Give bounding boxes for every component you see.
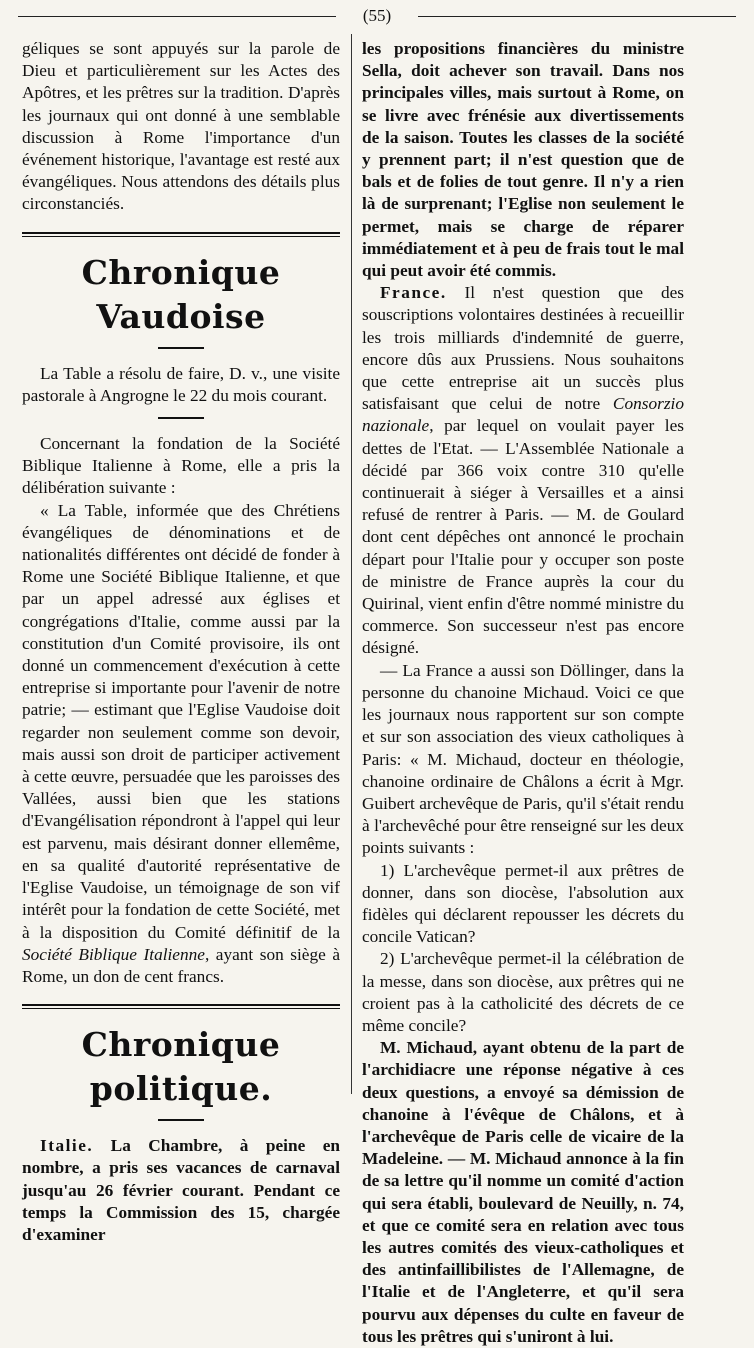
italie-text: La Chambre, à peine en nombre, a pris ses vacances de carnaval jusqu'au 26 février courant. Pendant ce temps la Commission des 15, chargée d'examiner xyxy=(22,1136,340,1244)
deliberation-text: « La Table, informée que des Chrétiens évangéliques de dénominations et de nationalités différentes ont décidé de fonder à Rome une Société Biblique Italienne, et que par un appel adressé aux églises et congrégations d'Italie, comme aussi par la constitution d'un Comité provisoire, ils ont donné un commencement d'exécution à cette entreprise si importante pour l'avenir de notre patrie; — estimant que l'Eglise Vaudoise doit regarder non seulement comme son devoir, mais aussi son droit de participer activement à cette œuvre, persuadée que les paroisses des Vallées, aussi bien que les stations d'Evangélisation répondront à l'appel qui leur est parvenu, mais désirant donner ellemême, en sa qualité d'autorité représentative de l'Eglise Vaudoise, un témoignage de son vif intérêt pour la fondation de cette Société, met à la disposition du Comité définitif de la xyxy=(22,500,340,942)
vaudoise-paragraph-visit: La Table a résolu de faire, D. v., une visite pastorale à Angrogne le 22 du mois courant. xyxy=(22,363,340,405)
intro-paragraph: géliques se sont appuyés sur la parole de Dieu et particulièrement sur les Actes des Apôtres, et les prêtres sur la tradition. D'après les journaux qui ont donné à une semblable discussion à Rome l'importance d'un événement historique, l'avantage est resté aux évangéliques. Nous attendons des détails plus circonstanciés. xyxy=(22,39,340,214)
section-separator xyxy=(22,1004,340,1009)
vaudoise-deliberation xyxy=(22,500,340,988)
france-italic: Consorzio nazionale xyxy=(362,394,684,436)
italie-label: Italie. xyxy=(40,1136,94,1156)
france-text-b: , par lequel on voulait payer les dettes de l'Etat. — L'Assemblée Nationale a décidé par 366 voix contre 310 qu'elle continuerait à siéger à Versailles et a ainsi refusé de rentrer à Paris. — M. de Goulard dont cent dépêches ont annoncé le prochain départ pour l'Italie pour y occuper son poste de ministre de France auprès la cour du Quirinal, vient enfin d'être nommé ministre du commerce. Son successeur n'est pas encore désigné. xyxy=(362,416,684,658)
michaud-paragraph: M. Michaud, ayant obtenu de la part de l'archidiacre une réponse négative à ces deux questions, a envoyé sa démission de chanoine à l'évêque de Châlons, et à l'archevêque de Paris celle de vicaire de la Madeleine. — M. Michaud annonce à la fin de sa lettre qu'il nomme un comité d'action qui sera établi, boulevard de Neuilly, n. 74, et que ce comité sera en relation avec tous les autres comités des vieux-catholiques et des antinfaillibilistes de l'Allemagne, de l'Italie et de l'Angleterre, et qu'il sera pourvu aux dépenses du culte en faveur de tous les prêtres qui s'uniront à lui. xyxy=(362,1038,684,1346)
column-divider xyxy=(351,34,352,1094)
dollinger-paragraph: — La France a aussi son Döllinger, dans la personne du chanoine Michaud. Voici ce que les journaux nous rapportent sur son compte et sur son association des vieux catholiques à Paris: « M. Michaud, docteur en théologie, chanoine ordinaire de Châlons a écrit à Mgr. Guibert archevêque de Paris, qu'il s'était rendu à l'archevêché pour être renseigné sur les deux points suivants : xyxy=(362,660,684,858)
chronique-vaudoise-heading: Chronique Vaudoise xyxy=(81,252,281,336)
short-dash xyxy=(158,347,204,349)
question-1: 1) L'archevêque permet-il aux prêtres de donner, dans son diocèse, l'absolution aux fidèles qui déclarent repousser les décrets du concile Vatican? xyxy=(362,860,684,947)
vaudoise-paragraph-societe: Concernant la fondation de la Société Biblique Italienne à Rome, elle a pris la délibération suivante : xyxy=(22,434,340,498)
right-column xyxy=(362,38,684,1348)
section-separator xyxy=(22,232,340,237)
italie-paragraph xyxy=(22,1135,340,1246)
france-text-a: Il n'est question que des souscriptions volontaires destinées à recueillir les trois milliards d'indemnité de guerre, encore dûs aux Prussiens. Nous souhaitons que cette entreprise ait un succès plus satisfaisant que celui de notre xyxy=(362,283,684,414)
page-header xyxy=(18,6,736,26)
page-number: (55) xyxy=(362,6,392,25)
deliberation-italic: Société Biblique Italienne xyxy=(22,944,205,964)
italie-continuation: les propositions financières du ministre Sella, doit achever son travail. Dans nos principales villes, mais surtout à Rome, on se livre avec frénésie aux divertissements de la saison. Toutes les classes de la société y prennent part; il n'est question que de bals et de folies de tout genre. Il n'y a rien là de surprenant; l'Eglise non seulement le permet, mais se charge de réparer immédiatement et à peu de frais tout le mal qui peut avoir été commis. xyxy=(362,39,684,281)
short-dash xyxy=(158,417,204,419)
question-2: 2) L'archevêque permet-il la célébration de la messe, dans son diocèse, aux prêtres qui ne croient pas à la catholicité des décrets de ce même concile? xyxy=(362,949,684,1035)
france-paragraph xyxy=(362,282,684,659)
left-column xyxy=(22,38,340,1246)
chronique-politique-heading: Chronique politique. xyxy=(81,1025,281,1109)
header-rule-right xyxy=(418,16,736,17)
france-label: France. xyxy=(380,283,447,303)
short-dash xyxy=(158,1119,204,1121)
deliberation-end: , ayant son siège à Rome, un don de cent francs. xyxy=(22,944,340,986)
